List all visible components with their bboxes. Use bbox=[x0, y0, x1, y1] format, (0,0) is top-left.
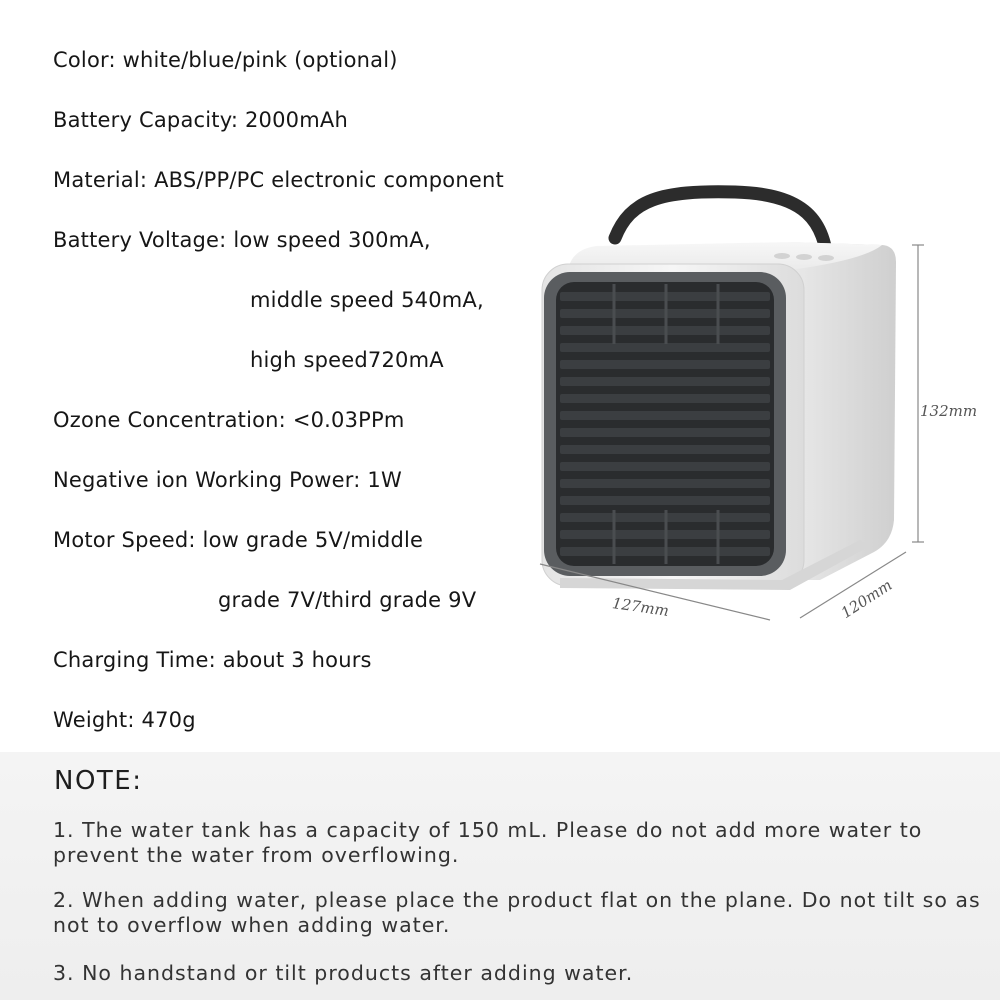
spec-material: Material: ABS/PP/PC electronic component bbox=[53, 168, 504, 192]
button-icon bbox=[818, 255, 834, 261]
spec-battery-capacity: Battery Capacity: 2000mAh bbox=[53, 108, 348, 132]
grille-slat bbox=[560, 462, 770, 471]
grille-slat bbox=[560, 377, 770, 386]
note-item-2: 2. When adding water, please place the product flat on the plane. Do not tilt so as not to overflow when adding water. bbox=[53, 888, 981, 937]
spec-battery-voltage-high: high speed720mA bbox=[250, 348, 444, 372]
spec-motor-speed-cont: grade 7V/third grade 9V bbox=[218, 588, 477, 612]
grille-slat bbox=[560, 394, 770, 403]
dimension-height-label: 132mm bbox=[920, 402, 978, 420]
grille-slat bbox=[560, 496, 770, 505]
grille-slat bbox=[560, 343, 770, 352]
dimension-depth-label: 120mm bbox=[837, 575, 896, 623]
spec-color: Color: white/blue/pink (optional) bbox=[53, 48, 398, 72]
spec-battery-voltage-middle: middle speed 540mA, bbox=[250, 288, 484, 312]
note-item-1: 1. The water tank has a capacity of 150 mL. Please do not add more water to prevent the water from overflowing. bbox=[53, 818, 923, 867]
spec-battery-voltage: Battery Voltage: low speed 300mA, bbox=[53, 228, 431, 252]
note-item-3: 3. No handstand or tilt products after adding water. bbox=[53, 961, 634, 985]
spec-ozone-concentration: Ozone Concentration: <0.03PPm bbox=[53, 408, 405, 432]
grille-slat bbox=[560, 479, 770, 488]
spec-charging-time: Charging Time: about 3 hours bbox=[53, 648, 372, 672]
side-panel bbox=[790, 242, 896, 580]
button-icon bbox=[796, 254, 812, 260]
spec-weight: Weight: 470g bbox=[53, 708, 196, 732]
spec-negative-ion-power: Negative ion Working Power: 1W bbox=[53, 468, 402, 492]
spec-motor-speed: Motor Speed: low grade 5V/middle bbox=[53, 528, 424, 552]
grille-slat bbox=[560, 445, 770, 454]
button-icon bbox=[774, 253, 790, 259]
grille-slat bbox=[560, 360, 770, 369]
grille-slat bbox=[560, 428, 770, 437]
grille-slat bbox=[560, 411, 770, 420]
note-title: NOTE: bbox=[54, 766, 143, 796]
dimension-width-label: 127mm bbox=[611, 594, 671, 620]
